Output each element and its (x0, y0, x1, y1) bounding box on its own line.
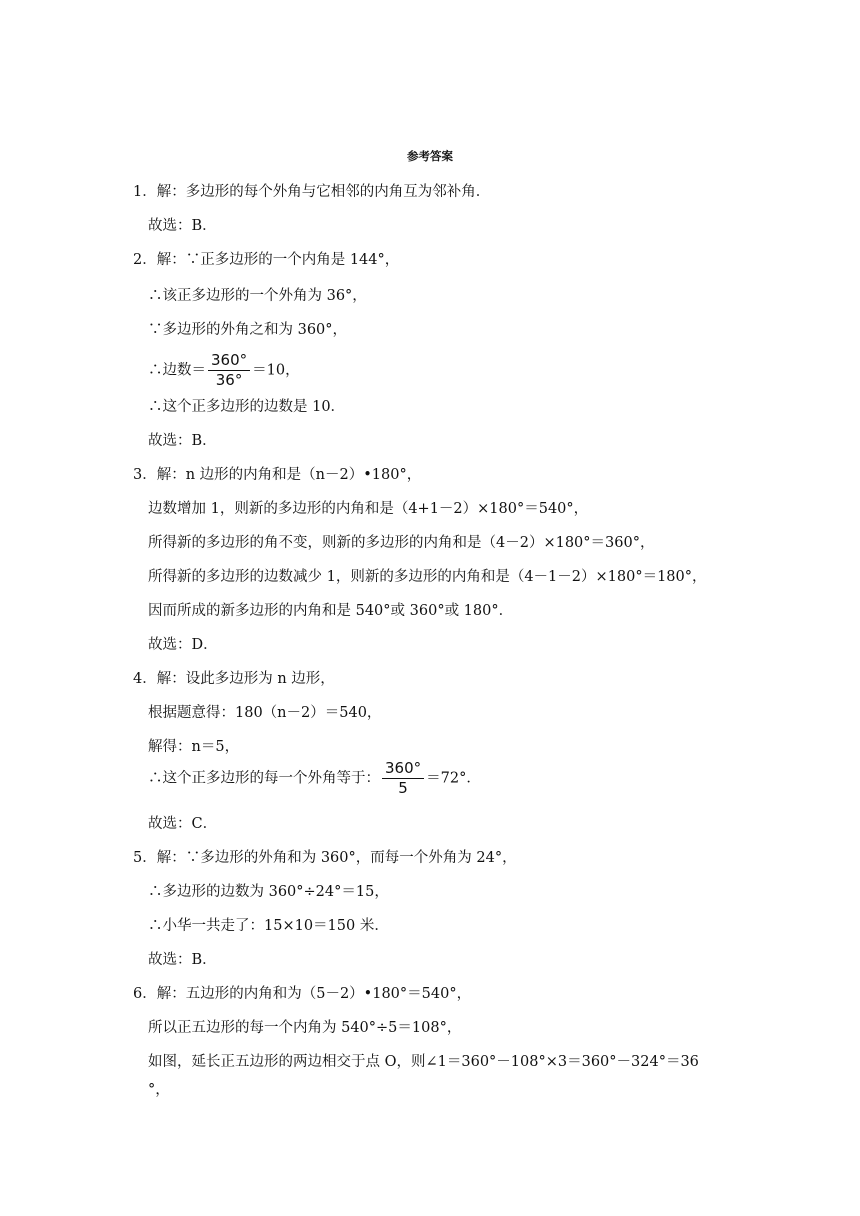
page-title: 参考答案 (407, 149, 453, 163)
line-prefix: ∴这个正多边形的每一个外角等于： (148, 770, 380, 787)
answer-line: 所得新的多边形的边数减少 1，则新的多边形的内角和是（4－1－2）×180°＝180°， (148, 569, 707, 585)
answer-line (148, 760, 481, 797)
line-prefix: ∴边数＝ (148, 362, 206, 379)
answer-line: 故选：C． (148, 816, 218, 832)
answer-line: 边数增加 1，则新的多边形的内角和是（4+1－2）×180°＝540°， (148, 501, 589, 517)
fraction-denominator: 5 (398, 779, 408, 797)
answer-line: 所得新的多边形的角不变，则新的多边形的内角和是（4－2）×180°＝360°， (148, 535, 655, 551)
answer-line: °， (148, 1082, 170, 1098)
answer-item-start: 4．解：设此多边形为 n 边形， (133, 671, 335, 687)
answer-line: ∴小华一共走了：15×10＝150 米． (148, 918, 389, 934)
fraction-denominator: 36° (215, 371, 243, 389)
answer-line: 故选：B． (148, 433, 217, 449)
answer-item-start: 5．解：∵多边形的外角和为 360°，而每一个外角为 24°， (133, 850, 517, 866)
answer-line: 故选：B． (148, 218, 217, 234)
answer-line: 故选：B． (148, 952, 217, 968)
answer-line: 根据题意得：180（n－2）＝540， (148, 705, 382, 721)
answer-line: 故选：D． (148, 637, 218, 653)
answer-line: ∴这个正多边形的边数是 10． (148, 399, 346, 415)
answer-line: ∴该正多边形的一个外角为 36°， (148, 288, 367, 304)
line-suffix: ＝72°． (426, 770, 481, 787)
fraction (382, 760, 424, 797)
answer-line (148, 352, 300, 389)
fraction (208, 352, 250, 389)
answer-item-start: 6．解：五边形的内角和为（5－2）•180°＝540°， (133, 986, 472, 1002)
fraction-numerator: 360° (208, 352, 250, 371)
answer-line: 解得：n＝5， (148, 739, 240, 755)
line-suffix: ＝10， (252, 362, 300, 379)
answer-line: 因而所成的新多边形的内角和是 540°或 360°或 180°． (148, 603, 514, 619)
answer-line: 如图，延长正五边形的两边相交于点 O，则∠1＝360°－108°×3＝360°－324°＝36 (148, 1054, 699, 1070)
answer-line: ∴多边形的边数为 360°÷24°＝15， (148, 884, 389, 900)
answer-item-start: 3．解：n 边形的内角和是（n－2）•180°， (133, 467, 422, 483)
answer-line: 所以正五边形的每一个内角为 540°÷5＝108°， (148, 1020, 462, 1036)
answer-item-start: 2．解：∵正多边形的一个内角是 144°， (133, 252, 400, 268)
answer-item-start: 1．解：多边形的每个外角与它相邻的内角互为邻补角． (133, 184, 491, 200)
answer-line: ∵多边形的外角之和为 360°， (148, 322, 348, 338)
fraction-numerator: 360° (382, 760, 424, 779)
